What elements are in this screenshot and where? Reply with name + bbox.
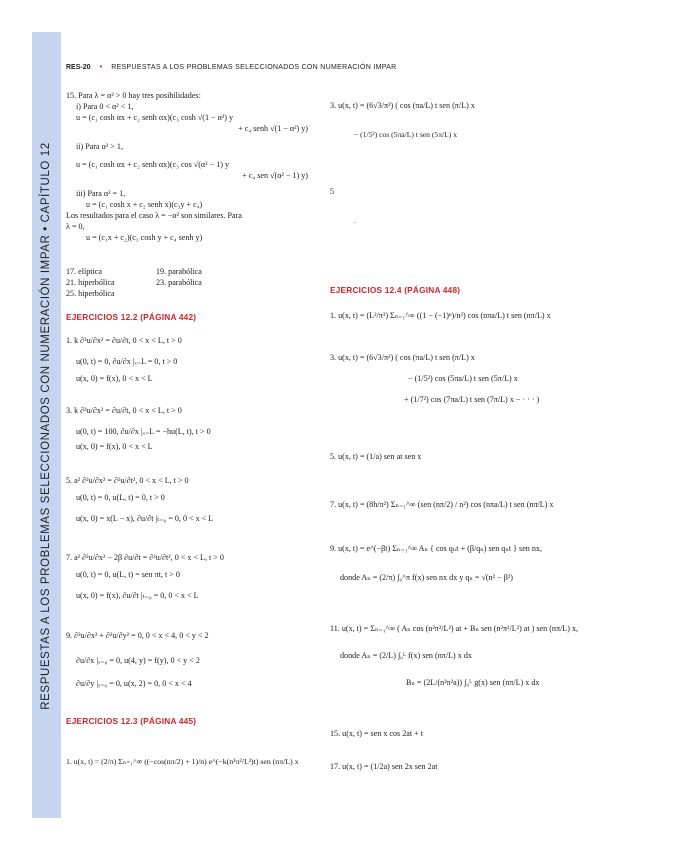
exercise-12-4-3 [330, 352, 539, 405]
e3-line: u(x, 0) = f(x), 0 < x < L [76, 442, 153, 451]
e7-line: 7. a² ∂²u/∂x² − 2β ∂u/∂t = ∂²u/∂t², 0 < x < L, t > 0 [66, 553, 224, 562]
answer-row [66, 277, 324, 288]
answer-15-intro: 15. Para λ = α² > 0 hay tres posibilidades: [66, 91, 201, 100]
page-number: RES-20 [66, 64, 91, 71]
e1-line: u(0, t) = 0, ∂u/∂x |ₓ₌L = 0, t > 0 [76, 357, 178, 366]
r124-3-line: + (1/7²) cos (7πa/L) t sen (7π/L) x − · · · ) [404, 395, 540, 404]
exercise-12-2-1 [66, 335, 182, 384]
answer-17: 17. elíptica [66, 267, 102, 276]
exercise-12-2-3 [66, 405, 211, 452]
e3-line: 3. k ∂²u/∂x² = ∂u/∂t, 0 < x < L, t > 0 [66, 406, 182, 415]
exercise-12-4-7: 7. u(x, t) = (8h/π²) Σₙ₌₁^∞ (sen (nπ/2) / n²) cos (nπa/L) t sen (nπ/L) x [330, 500, 554, 509]
exercise-12-4-5: 5. u(x, t) = (1/a) sen at sen x [330, 452, 422, 461]
section-heading-12-2: EJERCICIOS 12.2 (PÁGINA 442) [66, 312, 197, 322]
bullet-icon: • [99, 62, 103, 71]
e9-line: 9. ∂²u/∂x² + ∂²u/∂y² = 0, 0 < x < 4, 0 < y < 2 [66, 631, 209, 640]
r5-line: 5 [330, 187, 335, 196]
exercise-12-2-7 [66, 552, 224, 601]
section-heading-12-3: EJERCICIOS 12.3 (PÁGINA 445) [66, 716, 197, 726]
e9-line: ∂u/∂x |ₓ₌₀ = 0, u(4, y) = f(y), 0 < y < 2 [76, 656, 200, 665]
answer-19: 19. parabólica [156, 267, 202, 276]
exercise-12-3-3 [330, 100, 475, 140]
case-iii-heading: iii) Para α² = 1, [76, 189, 126, 198]
lambda-zero-eq: u = (c₁x + c₂)(c₃ cosh y + c₄ senh y) [86, 233, 203, 242]
exercise-12-4-9 [330, 543, 542, 583]
r9-line: 9. u(x, t) = e^(−βt) Σₙ₌₁^∞ Aₙ { cos qₙt + (β/qₙ) sen qₙt } sen nx, [330, 544, 542, 553]
case-i-eq1: u = (c₁ cosh αx + c₂ senh αx)(c₃ cosh √(1 − α²) y [76, 113, 234, 122]
running-title: RESPUESTAS A LOS PROBLEMAS SELECCIONADOS CON NUMERACIÓN IMPAR [111, 64, 397, 71]
case-i-heading: i) Para 0 < α² < 1, [76, 102, 134, 111]
r124-3-line: 3. u(x, t) = (6√3/π²) ( cos (πa/L) t sen (π/L) x [330, 353, 475, 362]
answer-23: 23. parabólica [156, 278, 202, 287]
r3-line: 3. u(x, t) = (6√3/π²) ( cos (πa/L) t sen (π/L) x [330, 101, 475, 110]
exercise-12-2-5 [66, 475, 213, 524]
answer-25: 25. hiperbólica [66, 289, 115, 298]
short-answers [66, 266, 324, 299]
e3-line: u(0, t) = 100, ∂u/∂x |ₓ₌L = −hu(L, t), t > 0 [76, 427, 211, 436]
case-ii-eq1: u = (c₁ cosh αx + c₂ senh αx)(c₃ cos √(α² − 1) y [76, 160, 230, 169]
exercise-12-4-11 [330, 623, 578, 688]
exercise-12-4-1: 1. u(x, t) = (L²/π³) Σₙ₌₁^∞ ((1 − (−1)ⁿ)/n³) cos (nπa/L) t sen (nπ/L) x [330, 311, 551, 320]
note-line-1: Los resultados para el caso λ = −α² son similares. Para [66, 211, 242, 220]
exercise-12-2-9 [66, 630, 209, 689]
answer-row [66, 266, 324, 277]
r3-line: − (1/5²) cos (5πa/L) t sen (5π/L) x [354, 130, 458, 139]
case-i-eq2: + c₄ senh √(1 − α²) y) [238, 124, 308, 133]
exercise-12-4-15: 15. u(x, t) = sen x cos 2at + t [330, 729, 423, 738]
e7-line: u(0, t) = 0, u(L, t) = sen πt, t > 0 [76, 570, 180, 579]
r11-coef-b: Bₙ = (2L/(n²π²a)) ∫₀ᴸ g(x) sen (nπ/L) x dx [406, 678, 540, 687]
answer-row [66, 288, 324, 299]
note-line-2: λ = 0, [66, 222, 85, 231]
r11-line: 11. u(x, t) = Σₙ₌₁^∞ ( Aₙ cos (n²π²/L²) at + Bₙ sen (n²π²/L²) at ) sen (nπ/L) x, [330, 624, 579, 633]
sidebar-label: RESPUESTAS A LOS PROBLEMAS SELECCIONADOS CON NUMERACIÓN IMPAR • CAPÍTULO 12 [40, 142, 52, 710]
r9-where: donde Aₙ = (2/π) ∫₀^π f(x) sen nx dx y qₙ = √(n² − β²) [340, 573, 513, 582]
exercise-12-4-17: 17. u(x, t) = (1/2a) sen 2x sen 2at [330, 762, 438, 771]
e5-line: u(0, t) = 0, u(L, t) = 0, t > 0 [76, 493, 165, 502]
e5-line: 5. a² ∂²u/∂x² = ∂²u/∂t², 0 < x < L, t > 0 [66, 476, 189, 485]
section-heading-12-4: EJERCICIOS 12.4 (PÁGINA 448) [330, 285, 461, 295]
case-ii-heading: ii) Para α² > 1, [76, 142, 123, 151]
r11-coef-a: donde Aₙ = (2/L) ∫₀ᴸ f(x) sen (nπ/L) x dx [340, 651, 472, 660]
exercise-12-3-5 [330, 186, 356, 226]
r124-3-line: − (1/5²) cos (5πa/L) t sen (5π/L) x [408, 374, 518, 383]
e1-line: 1. k ∂²u/∂x² = ∂u/∂t, 0 < x < L, t > 0 [66, 336, 182, 345]
e1-line: u(x, 0) = f(x), 0 < x < L [76, 374, 153, 383]
e5-line: u(x, 0) = x(L − x), ∂u/∂t |ₜ₌₀ = 0, 0 < x < L [76, 514, 214, 523]
e7-line: u(x, 0) = f(x), ∂u/∂t |ₜ₌₀ = 0, 0 < x < L [76, 591, 199, 600]
e9-line: ∂u/∂y |ᵧ₌₀ = 0, u(x, 2) = 0, 0 < x < 4 [76, 679, 192, 688]
running-header [66, 62, 626, 71]
case-iii-eq: u = (c₁ cosh x + c₂ senh x)(c₃y + c₄) [86, 200, 203, 209]
r5-line: . [354, 216, 356, 225]
answer-15 [66, 90, 324, 243]
answer-21: 21. hiperbólica [66, 278, 115, 287]
exercise-12-3-1: 1. u(x, t) = (2/π) Σₙ₌₁^∞ ((−cos(nπ/2) + 1)/n) e^(−k(n²π²/L²)t) sen (nπ/L) x [66, 757, 299, 766]
case-ii-eq2: + c₄ sen √(α² − 1) y) [242, 171, 308, 180]
